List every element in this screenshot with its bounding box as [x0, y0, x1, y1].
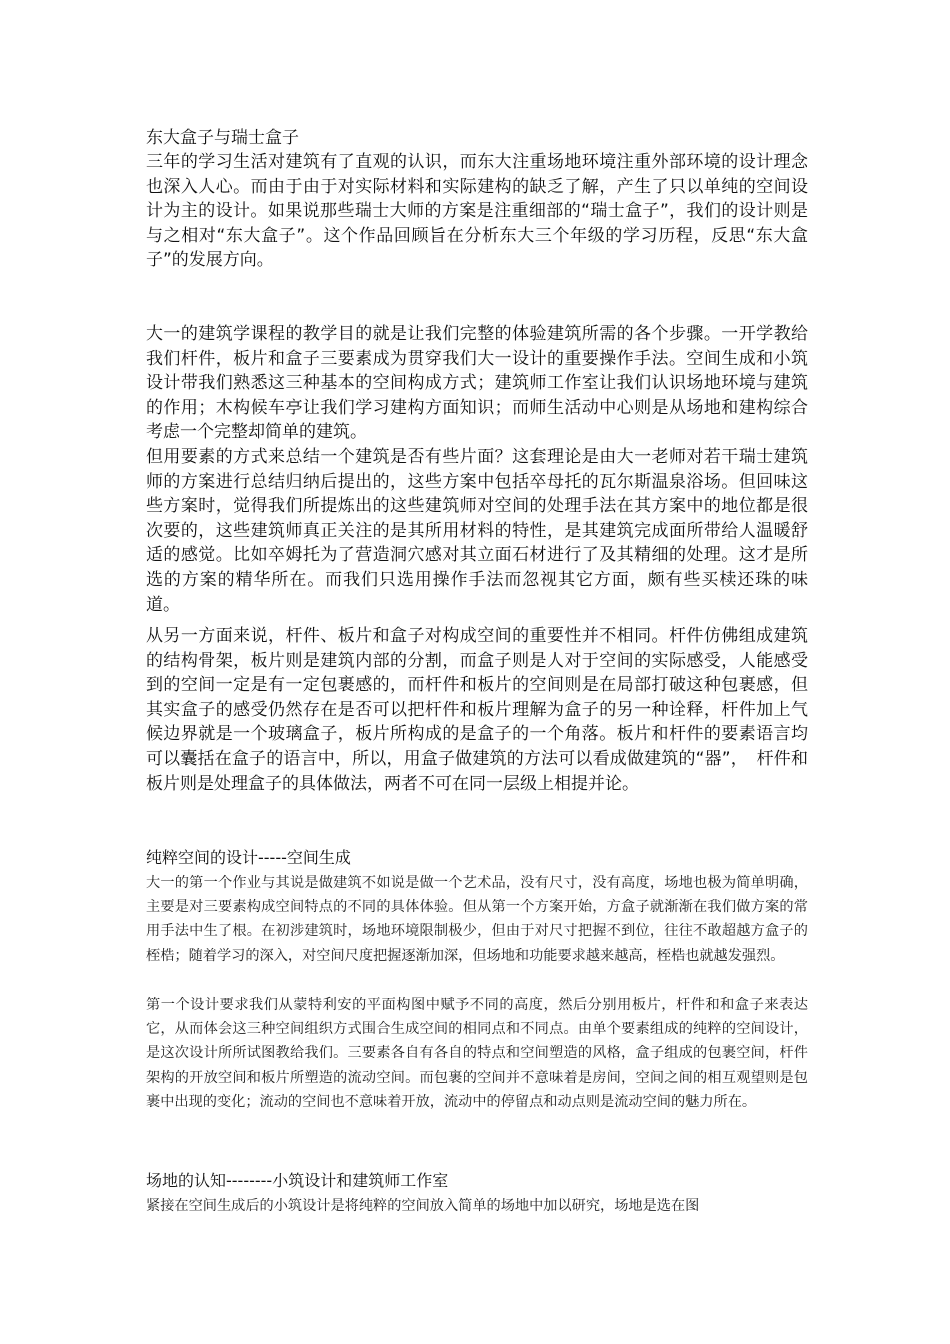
intro-paragraph: 三年的学习生活对建筑有了直观的认识，而东大注重场地环境注重外部环境的设计理念也深入人心。而由于由于对实际材料和实际建构的缺乏了解，产生了只以单纯的空间设计为主的设计。如果说那些瑞士大师的方案是注重细部的“瑞士盒子”，我们的设计则是与之相对“东大盒子”。这个作品回顾旨在分析东大三个年级的学习历程，反思“东大盒子”的发展方向。	[146, 152, 808, 271]
section2-paragraph-1: 紧接在空间生成后的小筑设计是将纯粹的空间放入简单的场地中加以研究，场地是选在图	[146, 1198, 700, 1214]
body-paragraph-1: 大一的建筑学课程的教学目的就是让我们完整的体验建筑所需的各个步骤。一开学教给我们杆件，板片和盒子三要素成为贯穿我们大一设计的重要操作手法。空间生成和小筑设计带我们熟悉这三种基本的空间构成方式；建筑师工作室让我们认识场地环境与建筑的作用；木构候车亭让我们学习建构方面知识；而师生活动中心则是从场地和建构综合考虑一个完整却简单的建筑。	[146, 324, 808, 443]
body-paragraph-3: 从另一方面来说，杆件、板片和盒子对构成空间的重要性并不相同。杆件仿佛组成建筑的结构骨架，板片则是建筑内部的分割，而盒子则是人对于空间的实际感受，人能感受到的空间一定是有一定包裹感的，而杆件和板片的空间则是在局部打破这种包裹感，但其实盒子的感受仍然存在是否可以把杆件和板片理解为盒子的另一种诠释，杆件加上气候边界就是一个玻璃盒子，板片所构成的是盒子的一个角落。板片和杆件的要素语言均可以囊括在盒子的语言中，所以，用盒子做建筑的方法可以看成做建筑的“器”， 杆件和板片则是处理盒子的具体做法，两者不可在同一层级上相提并论。	[146, 626, 808, 794]
section-heading-site-cognition: 场地的认知--------小筑设计和建筑师工作室	[146, 1171, 449, 1190]
document-title: 东大盒子与瑞士盒子	[146, 128, 299, 148]
body-paragraph-2: 但用要素的方式来总结一个建筑是否有些片面？这套理论是由大一老师对若干瑞士建筑师的方案进行总结归纳后提出的，这些方案中包括卒母托的瓦尔斯温泉浴场。但回味这些方案时，觉得我们所提炼出的这些建筑师对空间的处理手法在其方案中的地位都是很次要的，这些建筑师真正关注的是其所用材料的特性，是其建筑完成面所带给人温暖舒适的感觉。比如卒姆托为了营造洞穴感对其立面石材进行了及其精细的处理。这才是所选的方案的精华所在。而我们只选用操作手法而忽视其它方面，颇有些买椟还珠的味道。	[146, 447, 808, 615]
section1-paragraph-1: 大一的第一个作业与其说是做建筑不如说是做一个艺术品，没有尺寸，没有高度，场地也极为简单明确，主要是对三要素构成空间特点的不同的具体体验。但从第一个方案开始，方盒子就渐渐在我们做方案的常用手法中生了根。在初涉建筑时，场地环境限制极少，但由于对尺寸把握不到位，往往不敢超越方盒子的桎梏；随着学习的深入，对空间尺度把握逐渐加深，但场地和功能要求越来越高，桎梏也就越发强烈。	[146, 875, 808, 964]
section-heading-space-generation: 纯粹空间的设计-----空间生成	[146, 848, 351, 867]
section1-paragraph-2: 第一个设计要求我们从蒙特利安的平面构图中赋予不同的高度，然后分别用板片，杆件和和盒子来表达它，从而体会这三种空间组织方式围合生成空间的相同点和不同点。由单个要素组成的纯粹的空间设计，是这次设计所所试图教给我们。三要素各自有各自的特点和空间塑造的风格，盒子组成的包裹空间，杆件架构的开放空间和板片所塑造的流动空间。而包裹的空间并不意味着是房间，空间之间的相互观望则是包裹中出现的变化；流动的空间也不意味着开放，流动中的停留点和动点则是流动空间的魅力所在。	[146, 997, 808, 1110]
